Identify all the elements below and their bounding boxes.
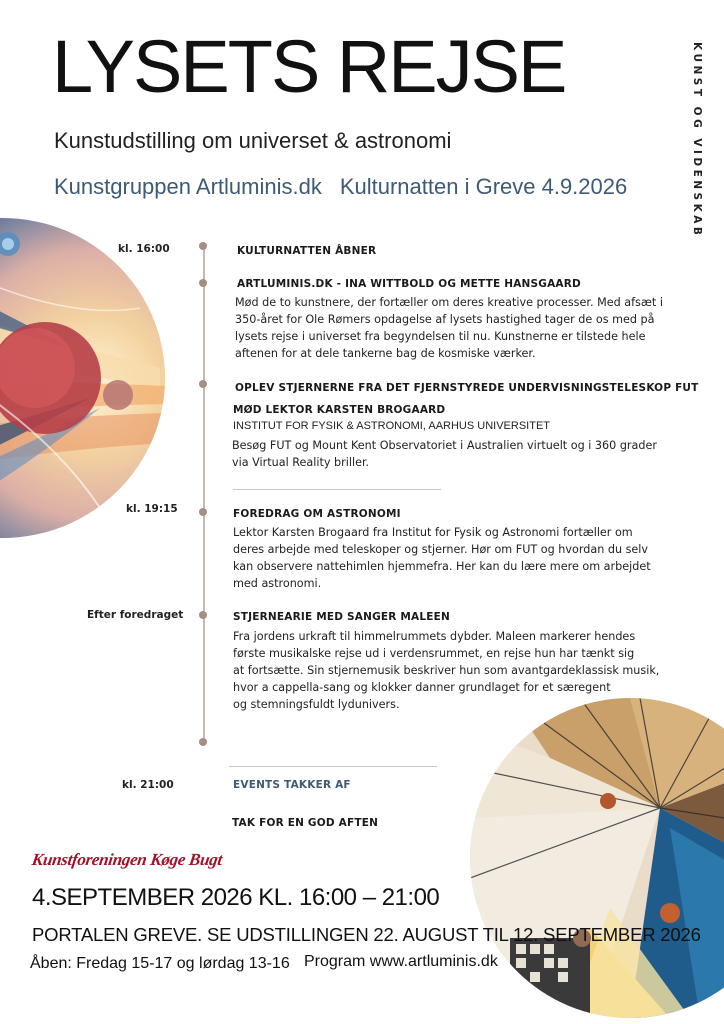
group-and-event-line [54, 174, 627, 200]
aria-line: første musikalske rejse ud i verdensrummet, en rejse hun har tænkt sig [233, 647, 635, 660]
venue-line: PORTALEN GREVE. SE UDSTILLINGEN 22. AUGUST TIL 12. SEPTEMBER 2026 [32, 924, 701, 945]
poster-subtitle: Kunstudstilling om universet & astronomi [54, 128, 452, 153]
thanks-evening-heading: TAK FOR EN GOD AFTEN [232, 817, 379, 829]
aria-line: og stemningsfuldt lydunivers. [233, 698, 400, 711]
kunstforeningen-signature: Kunstforeningen Køge Bugt [30, 850, 224, 869]
time-1915: kl. 19:15 [126, 503, 178, 515]
telescope-heading: OPLEV STJERNERNE FRA DET FJERNSTYREDE UNDERVISNINGSTELESKOP FUT [235, 382, 699, 394]
cosmic-artwork-left [0, 218, 165, 538]
timeline-dot [199, 508, 207, 516]
aria-text [233, 628, 683, 713]
aria-line: Fra jordens urkraft til himmelrummets dybder. Maleen markerer hendes [233, 630, 636, 643]
lector-heading: MØD LEKTOR KARSTEN BROGAARD [233, 404, 446, 416]
aria-line: at fortsætte. Sin stjernemusik beskriver hun som avantgardeklassisk musik, [233, 664, 660, 677]
date-time-line: 4.SEPTEMBER 2026 KL. 16:00 – 21:00 [32, 884, 440, 911]
time-1600: kl. 16:00 [118, 243, 170, 255]
time-2100: kl. 21:00 [122, 779, 174, 791]
aria-line: hvor a cappella-sang og klokker danner grundlaget for et særegent [233, 681, 611, 694]
program-link[interactable]: Program www.artluminis.dk [304, 953, 498, 970]
timeline-line [203, 246, 205, 743]
opening-heading: KULTURNATTEN ÅBNER [237, 245, 377, 257]
time-after-talk: Efter foredraget [87, 609, 184, 621]
artists-text: Mød de to kunstnere, der fortæller om deres kreative processer. Med afsæt i 350-året for Ole Rømers opdagelse af lysets hastighed tager de os med på lysets rejse i universet fra begyndelsen til nu. Kunstnerne er tilstede hele aftenen for at dele tankerne bag de kosmiske værker. [235, 296, 663, 360]
telescope-text: Besøg FUT og Mount Kent Observatoriet i Australien virtuelt og i 360 grader via Virtual Reality briller. [232, 439, 657, 469]
timeline-dot [199, 380, 207, 388]
events-thanks-heading: EVENTS TAKKER AF [233, 779, 351, 791]
artists-heading: ARTLUMINIS.DK - INA WITTBOLD OG METTE HANSGAARD [237, 278, 581, 290]
timeline-dot [199, 242, 207, 250]
poster-title: LYSETS REJSE [52, 25, 566, 108]
aria-heading: STJERNEARIE MED SANGER MALEEN [233, 611, 450, 623]
timeline-dot [199, 611, 207, 619]
cosmic-artwork-right [470, 698, 724, 1018]
opening-hours: Åben: Fredag 15-17 og lørdag 13-16 [30, 955, 290, 972]
section-divider [229, 766, 437, 767]
event-name: Kulturnatten i Greve 4.9.2026 [339, 174, 628, 199]
talk-text: Lektor Karsten Brogaard fra Institut for Fysik og Astronomi fortæller om deres arbejde med teleskoper og stjerner. Hør om FUT og hvordan du selv kan observere nattehimlen hjemmefra. Her kan du lære mere om arbejdet med astronomi. [233, 526, 651, 590]
timeline-dot [199, 279, 207, 287]
side-vertical-text: KUNST OG VIDENSKAB [691, 42, 703, 239]
timeline-dot [199, 738, 207, 746]
section-divider [233, 489, 441, 490]
talk-heading: FOREDRAG OM ASTRONOMI [233, 508, 401, 520]
group-name: Kunstgruppen Artluminis.dk [54, 174, 322, 199]
institute-line: INSTITUT FOR FYSIK & ASTRONOMI, AARHUS UNIVERSITET [233, 420, 551, 432]
